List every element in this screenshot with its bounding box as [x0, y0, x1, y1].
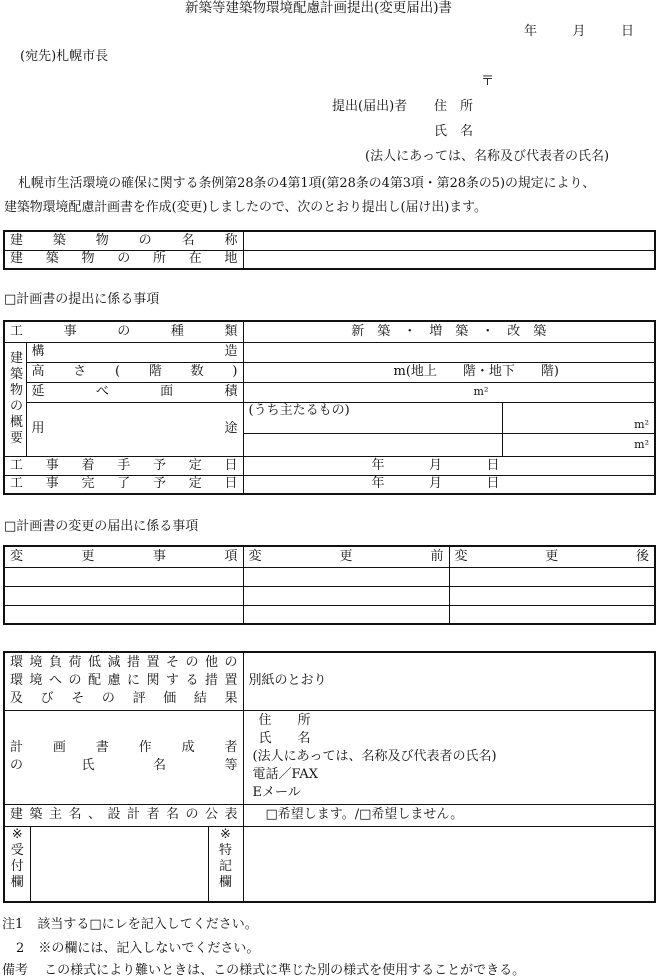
eval-value[interactable]: 別紙のとおり — [243, 652, 655, 710]
change-before-header: 変 更 前 — [248, 548, 444, 564]
height-label: 高 さ ( 階 数 ) — [31, 364, 238, 379]
author-corp-note: (法人にあっては、名称及び代表者の氏名) — [252, 748, 497, 764]
floor-area-unit: m² — [473, 385, 489, 398]
change-after-field[interactable] — [449, 567, 655, 586]
name-label: 氏 名 — [434, 124, 474, 139]
submitter-label: 提出(届出)者 — [332, 99, 408, 114]
change-table — [3, 545, 656, 625]
date-day-label: 日 — [620, 24, 634, 39]
corp-note: (法人にあっては、名称及び代表者の氏名) — [365, 149, 610, 164]
work-type-options[interactable]: 新 築 ・ 増 築 ・ 改 築 — [243, 321, 655, 342]
change-item-field[interactable] — [4, 567, 243, 586]
addressee: (宛先)札幌市長 — [20, 49, 109, 64]
postal-mark: 〒 — [481, 74, 495, 89]
note-2-prefix: 2 — [16, 941, 25, 956]
reception-field[interactable] — [30, 826, 208, 902]
start-date-label: 工 事 着 手 予 定 日 — [10, 457, 238, 473]
author-name-label: 氏 名 — [258, 730, 311, 746]
author-label: 計 画 書 作 成 者 の 氏 名 等 — [4, 710, 243, 804]
use-main-area-unit: m² — [634, 417, 649, 431]
building-table — [3, 230, 656, 270]
author-fields[interactable] — [243, 710, 655, 804]
note-1-text: 該当する□にレを記入してください。 — [37, 917, 258, 932]
floor-area-field[interactable] — [243, 382, 655, 402]
plan-table — [3, 320, 656, 495]
author-address-label: 住 所 — [258, 712, 311, 728]
change-item-header: 変 更 事 項 — [10, 548, 238, 564]
use-main-field[interactable] — [243, 402, 502, 433]
use-other-area-unit: m² — [634, 437, 649, 451]
change-before-field[interactable] — [243, 586, 449, 605]
work-type-label: 工 事 の 種 類 — [10, 323, 238, 339]
use-other-area-field[interactable] — [502, 433, 655, 456]
change-item-field[interactable] — [4, 586, 243, 605]
change-item-field[interactable] — [4, 605, 243, 624]
form-title: 新築等建築物環境配慮計画提出(変更届出)書 — [185, 0, 453, 16]
biko-text: この様式により難いときは、この様式に準じた別の様式を使用することができる。 — [44, 963, 526, 978]
building-location-label: 建 築 物 の 所 在 地 — [10, 251, 238, 267]
end-date-field[interactable]: 年 月 日 — [243, 475, 655, 494]
note-2-text: ※の欄には、記入しないでください。 — [38, 941, 260, 956]
main-use-note: (うち主たるもの) — [248, 402, 350, 418]
remarks-label: ※ 特 記 欄 — [208, 826, 243, 902]
remarks-field[interactable] — [243, 826, 655, 902]
change-section-heading: □計画書の変更の届出に係る事項 — [4, 519, 199, 534]
use-label: 用 途 — [31, 421, 238, 436]
end-date-label: 工 事 完 了 予 定 日 — [10, 476, 238, 492]
author-phone-label: 電話／FAX — [252, 766, 319, 782]
use-other-field[interactable] — [243, 433, 502, 456]
overview-label: 建 築 物 の 概 要 — [4, 342, 26, 456]
publish-label: 建 築 主 名 、 設 計 者 名 の 公 表 — [10, 807, 238, 822]
date-line — [524, 23, 634, 41]
building-name-field[interactable] — [243, 231, 655, 250]
address-label: 住 所 — [434, 99, 474, 114]
start-date-field[interactable]: 年 月 日 — [243, 456, 655, 475]
change-after-field[interactable] — [449, 605, 655, 624]
intro-line-1: 札幌市生活環境の確保に関する条例第28条の4第1項(第28条の4第3項・第28条の5)の規定により、 — [18, 176, 596, 191]
publish-options[interactable]: □希望します。/□希望しません。 — [243, 804, 655, 826]
note-1 — [2, 916, 258, 934]
building-name-label: 建 築 物 の 名 称 — [10, 232, 238, 248]
change-before-field[interactable] — [243, 605, 449, 624]
plan-section-heading: □計画書の提出に係る事項 — [4, 292, 160, 307]
structure-label: 構 造 — [31, 344, 238, 359]
building-location-field[interactable] — [243, 250, 655, 269]
bottom-table — [3, 651, 656, 903]
structure-field[interactable] — [243, 342, 655, 362]
floor-area-label: 延 べ 面 積 — [31, 384, 238, 399]
change-after-field[interactable] — [449, 586, 655, 605]
height-value: m(地上 階・地下 階) — [393, 364, 559, 379]
note-1-prefix: 注1 — [2, 917, 24, 932]
change-after-header: 変 更 後 — [454, 548, 649, 564]
reception-label: ※ 受 付 欄 — [4, 826, 30, 902]
biko-note — [2, 962, 525, 980]
author-email-label: Eメール — [252, 784, 301, 800]
use-main-area-field[interactable] — [502, 402, 655, 433]
date-year-label: 年 — [524, 24, 538, 39]
eval-label: 環 境 負 荷 低 減 措 置 そ の 他 の 環 境 へ の 配 慮 に 関 す る 措 置 及 び そ の 評 価 結 果 — [4, 652, 243, 710]
height-field[interactable] — [243, 362, 655, 382]
date-month-label: 月 — [572, 24, 586, 39]
change-before-field[interactable] — [243, 567, 449, 586]
biko-prefix: 備考 — [2, 963, 29, 978]
note-2 — [16, 940, 259, 958]
intro-line-2: 建築物環境配慮計画書を作成(変更)しましたので、次のとおり提出し(届け出)ます。 — [4, 200, 487, 215]
